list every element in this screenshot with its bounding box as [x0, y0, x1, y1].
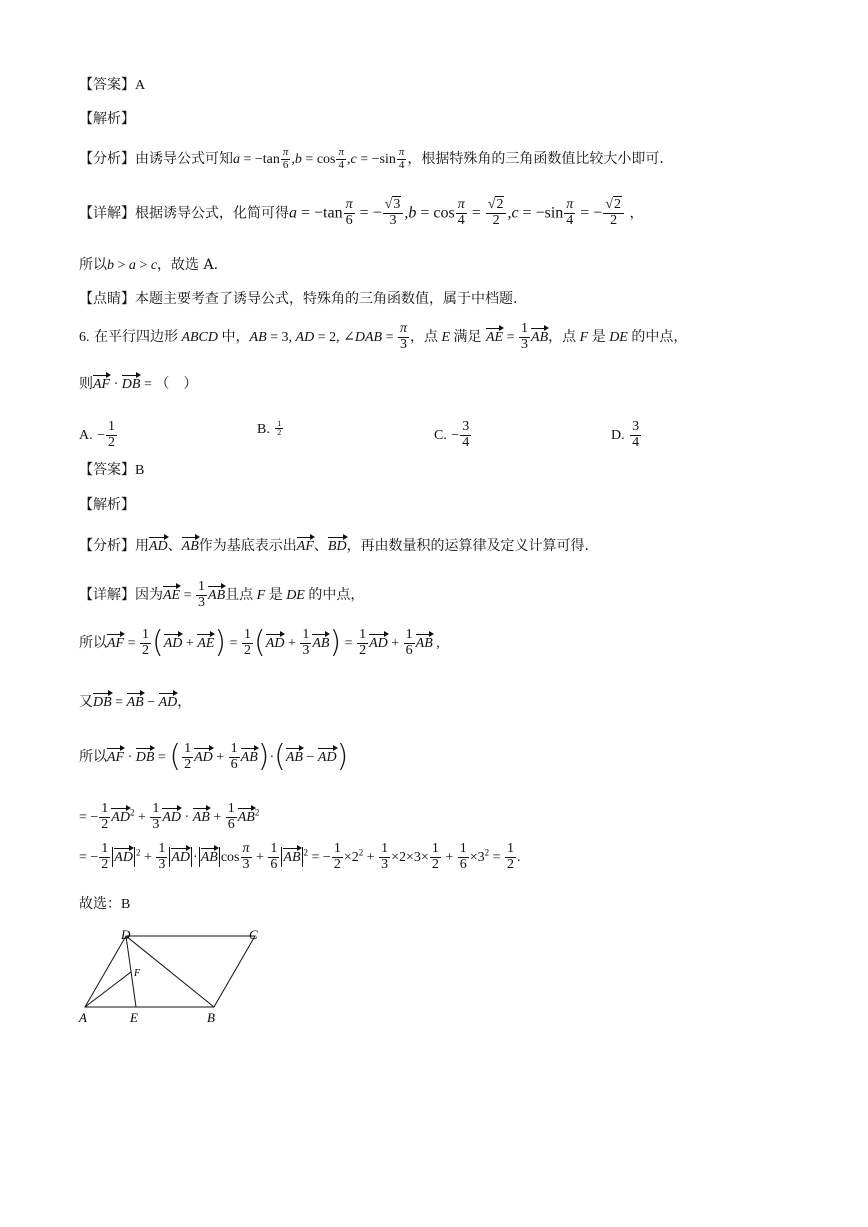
q6-answer: B — [135, 463, 145, 478]
q6-answer-line: 【答案】B — [79, 462, 145, 478]
q5-analysis-heading: 【解析】 — [79, 111, 135, 127]
q5-answer: A — [135, 78, 146, 93]
label-a: A — [79, 1010, 87, 1025]
q6-compute-line: = − $\frac{1}{2}$ AD $^2$ + $\frac{1}{3}$ AD · AB cos $\frac{\pi}{3}$ + $\frac{1}{6}$ AB $^2$ = − $\frac{1}{2}$ $\times 2^2$ + $\frac{1}{3}$ ×2×3× $\frac{1}{2}$ + $\frac{1}{6}$ $\times 3^2$ = $\frac{1}{2}$ . — [79, 841, 521, 872]
q6-option-a: A. − $\frac{1}{2}$ — [79, 419, 115, 450]
q5-suoyi-line: 所以b > a > c，故选 A. — [79, 257, 219, 273]
label-e: E — [130, 1010, 138, 1025]
q6-stem-line2: 则AF · DB = （ ） — [79, 376, 198, 392]
q5-answer-line: 【答案】A — [79, 77, 146, 93]
q6-fenxi-line: 【分析】用AD、AB作为基底表示出AF、BD，再由数量积的运算律及定义计算可得. — [79, 538, 590, 554]
q6-af-line: 所以AF = $\frac{1}{2}$ (AD + AE) = $\frac{1}{2}$ (AD + $\frac{1}{3}$ AB) = $\frac{1}{2}$ AD + $\frac{1}{6}$ AB , — [79, 625, 440, 661]
parallelogram-figure — [70, 925, 280, 1030]
segment-af — [85, 972, 131, 1007]
label-d: D — [121, 927, 131, 942]
q6-option-c: C. − $\frac{3}{4}$ — [434, 419, 470, 450]
q6-xiangjie-line: 【详解】因为AE = $\frac{1}{3}$ AB且点 F 是 DE 的中点， — [79, 579, 365, 610]
q6-final-line: 故选：B — [79, 896, 131, 912]
q5-dianjing-line: 【点睛】本题主要考查了诱导公式，特殊角的三角函数值，属于中档题. — [79, 291, 518, 307]
q5-xiangjie-line: 【详解】根据诱导公式，化简可得a = −tan $\frac{\pi}{6}$ = − $\frac{√3}{3}$ ,b = cos $\frac{\pi}{4}$ = $\frac{√2}{2}$ ,c = −sin $\frac{\pi}{4}$ = − $\frac{√2}{2}$ ， — [79, 197, 644, 229]
q6-option-d: D. $\frac{3}{4}$ — [611, 419, 640, 450]
label-c: C — [249, 927, 258, 942]
q6-stem-line1: 6. 在平行四边形 ABCD 中，AB = 3, AD = 2, ∠DAB = $\frac{\pi}{3}$ ，点 E 满足 AE = $\frac{1}{3}$ AB，点 F 是 DE 的中点， — [79, 321, 688, 352]
q6-analysis-heading: 【解析】 — [79, 497, 135, 513]
q6-option-b: B. $\frac{1}{2}$ — [257, 419, 282, 438]
label-b: B — [207, 1010, 215, 1025]
q6-product-line: 所以AF · DB = ( $\frac{1}{2}$ AD + $\frac{1}{6}$ AB)·(AB − AD) — [79, 739, 349, 775]
q6-expand-line: = − $\frac{1}{2}$ $AD^2$ + $\frac{1}{3}$ AD · AB + $\frac{1}{6}$ $AB^2$ — [79, 801, 260, 832]
q5-fenxi-line: 【分析】由诱导公式可知a = −tan $\frac{\pi}{6}$ ,b = cos $\frac{\pi}{4}$ ,c = −sin $\frac{\pi}{4}$ ，根据特殊角的三角函数值比较大小即可. — [79, 146, 664, 171]
q6-db-line: 又DB = AB − AD， — [79, 694, 192, 710]
label-f: F — [134, 968, 141, 979]
